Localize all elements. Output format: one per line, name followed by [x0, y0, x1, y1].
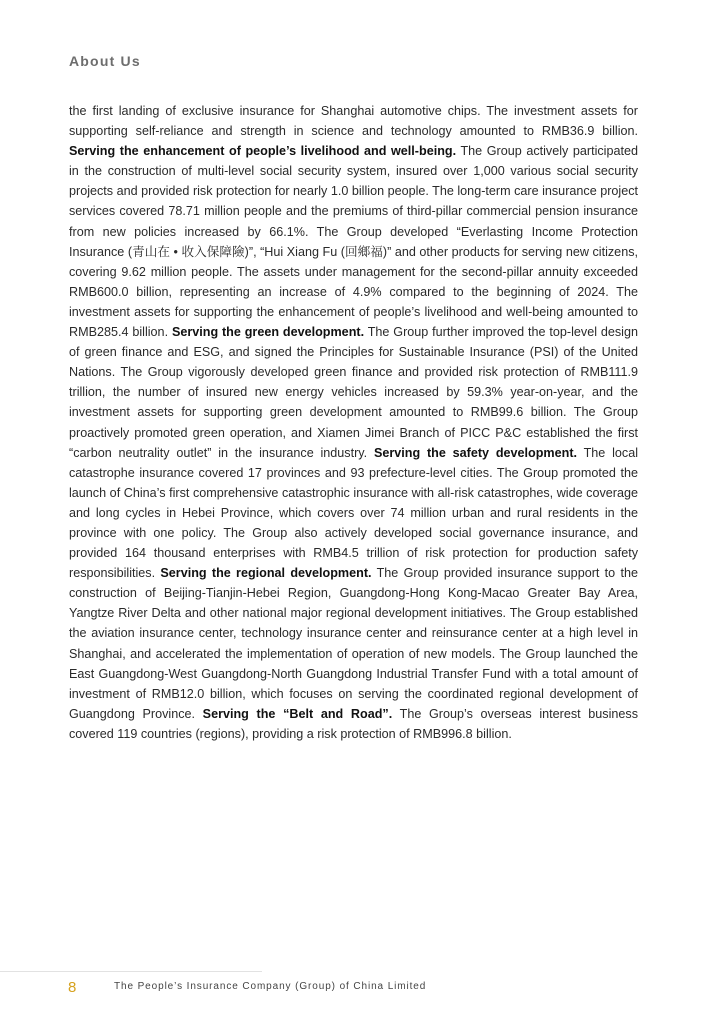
bold-heading-belt-road: Serving the “Belt and Road”. [202, 706, 393, 721]
bold-heading-green: Serving the green development. [171, 325, 365, 340]
footer-company-name: The People’s Insurance Company (Group) of China Limited [114, 981, 427, 992]
text-segment: The Group’s overseas interest business covered 119 countries (regions), providing a risk protection of RMB996.8 billion. [69, 706, 638, 741]
text-segment: The Group actively participated in the construction of multi-level social security system, insured over 1,000 various social security projects and provided risk protection for nearly 1.0 billion people. The long-term care insurance project services covered 78.71 million people and the premiums of third-pillar commercial pension insurance from new policies increased by 66.1%. The Group developed “Everlasting Income Protection Insurance (青山在 • 收入保障險)”, “Hui Xiang Fu (回鄉福)” and other products for serving new citizens, covering 9.62 million people. The assets under management for the second-pillar annuity exceeded RMB600.0 billion, representing an increase of 4.9% compared to the beginning of 2024. The investment assets for supporting the enhancement of people’s livelihood and well-being amounted to RMB285.4 billion. [69, 144, 638, 340]
bold-heading-regional: Serving the regional development. [160, 566, 372, 581]
body-paragraph [69, 101, 638, 744]
page-number: 8 [68, 979, 77, 996]
bold-heading-livelihood: Serving the enhancement of people’s livelihood and well-being. [69, 144, 457, 159]
text-segment: The Group further improved the top-level design of green finance and ESG, and signed the Principles for Sustainable Insurance (PSI) of the United Nations. The Group vigorously developed green finance and provided risk protection of RMB111.9 trillion, the number of insured new energy vehicles increased by 59.3% year-on-year, and the investment assets for supporting green development amounted to RMB99.6 billion. The Group proactively promoted green operation, and Xiamen Jimei Branch of PICC P&C established the first “carbon neutrality outlet” in the insurance industry. [69, 325, 638, 460]
section-title: About Us [69, 53, 141, 69]
bold-heading-safety: Serving the safety development. [373, 445, 578, 460]
text-segment: the first landing of exclusive insurance for Shanghai automotive chips. The investment assets for supporting self-reliance and strength in science and technology amounted to RMB36.9 billion. [69, 104, 638, 139]
footer-divider [0, 971, 262, 972]
text-segment: The Group provided insurance support to the construction of Beijing-Tianjin-Hebei Region, Guangdong-Hong Kong-Macao Greater Bay Area, Yangtze River Delta and other national major regional development initiatives. The Group established the aviation insurance center, technology insurance center and reinsurance center at a high level in Shanghai, and accelerated the implementation of operation of new models. The Group launched the East Guangdong-West Guangdong-North Guangdong Industrial Transfer Fund with a total amount of investment of RMB12.0 billion, which focuses on serving the coordinated regional development of Guangdong Province. [69, 566, 638, 721]
text-segment: The local catastrophe insurance covered 17 provinces and 93 prefecture-level cities. The Group promoted the launch of China’s first comprehensive catastrophic insurance with all-risk catastrophes, wide coverage and long cycles in Hebei Province, which covers over 74 million urban and rural residents in the province with one policy. The Group also actively developed social governance insurance, and provided 164 thousand enterprises with RMB4.5 trillion of risk protection for production safety responsibilities. [69, 445, 638, 581]
